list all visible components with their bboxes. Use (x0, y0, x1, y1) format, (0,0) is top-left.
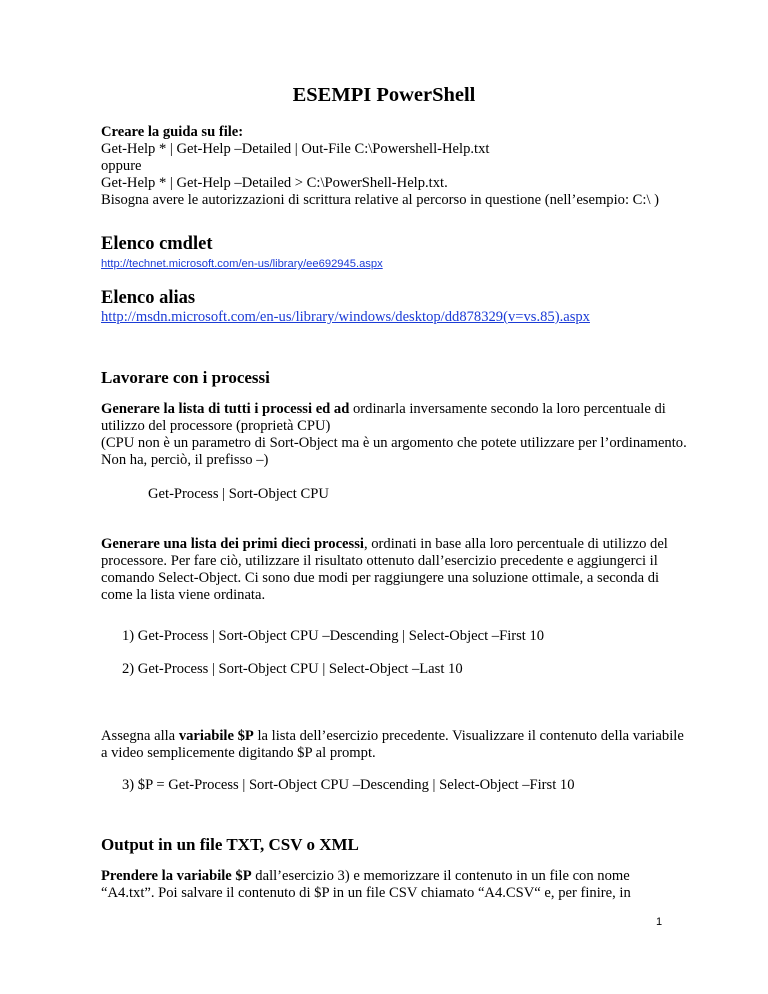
processi-p3-line-2: a video semplicemente digitando $P al prompt. (101, 745, 376, 761)
processi-p1-rest: ordinarla inversamente secondo la loro percentuale di (349, 401, 666, 417)
output-p1-rest: dall’esercizio 3) e memorizzare il contenuto in un file con nome (251, 868, 630, 884)
output-p1-bold: Prendere la variabile $P (101, 868, 252, 884)
output-p1-line-2: “A4.txt”. Poi salvare il contenuto di $P in un file CSV chiamato “A4.CSV“ e, per finire, in (101, 885, 631, 901)
page-number: 1 (656, 916, 663, 928)
processi-p3-line-1 (101, 728, 684, 745)
list-item-3: 3) $P = Get-Process | Sort-Object CPU –Descending | Select-Object –First 10 (122, 777, 575, 793)
processi-p1-line-4: Non ha, perciò, il prefisso –) (101, 452, 269, 468)
list-item-1: 1) Get-Process | Sort-Object CPU –Descending | Select-Object –First 10 (122, 628, 545, 644)
cmdlet-heading: Elenco cmdlet (101, 234, 213, 254)
intro-heading: Creare la guida su file: (101, 124, 244, 140)
intro-line-3: Get-Help * | Get-Help –Detailed > C:\PowerShell-Help.txt. (101, 175, 448, 191)
intro-line-2: oppure (101, 158, 142, 174)
processi-p3-b: la lista dell’esercizio precedente. Visualizzare il contenuto della variabile (253, 728, 684, 744)
list-item-2: 2) Get-Process | Sort-Object CPU | Select-Object –Last 10 (122, 661, 463, 677)
processi-p2-rest: , ordinati in base alla loro percentuale di utilizzo del (363, 536, 668, 552)
alias-heading: Elenco alias (101, 288, 196, 308)
output-heading: Output in un file TXT, CSV o XML (101, 835, 359, 854)
page-title: ESEMPI PowerShell (292, 84, 476, 106)
processi-p1-line-3: (CPU non è un parametro di Sort-Object ma è un argomento che potete utilizzare per l’ordinamento. (101, 435, 687, 451)
processi-p2-line-1 (101, 536, 668, 553)
processi-p2-line-4: come la lista viene ordinata. (101, 587, 266, 603)
cmdlet-link[interactable]: http://technet.microsoft.com/en-us/library/ee692945.aspx (101, 258, 383, 270)
intro-line-1: Get-Help * | Get-Help –Detailed | Out-File C:\Powershell-Help.txt (101, 141, 490, 157)
intro-line-4: Bisogna avere le autorizzazioni di scrittura relative al percorso in questione (nell’esempio: C:\ ) (101, 192, 660, 208)
processi-p2-bold: Generare una lista dei primi dieci processi (101, 536, 364, 552)
command-sort-cpu: Get-Process | Sort-Object CPU (148, 486, 329, 502)
processi-heading: Lavorare con i processi (101, 368, 270, 387)
processi-p2-line-2: processore. Per fare ciò, utilizzare il risultato ottenuto dall’esercizio precedente e aggiungerci il (101, 553, 658, 569)
alias-link[interactable]: http://msdn.microsoft.com/en-us/library/windows/desktop/dd878329(v=vs.85).aspx (101, 309, 590, 325)
output-p1-line-1 (101, 868, 630, 885)
processi-p1-line-2: utilizzo del processore (proprietà CPU) (101, 418, 331, 434)
processi-p3-bold: variabile $P (178, 728, 254, 744)
processi-p3-a: Assegna alla (101, 728, 179, 744)
processi-p1-line-1 (101, 401, 666, 418)
processi-p2-line-3: comando Select-Object. Ci sono due modi per raggiungere una soluzione ottimale, a seconda di (101, 570, 660, 586)
processi-p1-bold: Generare la lista di tutti i processi ed ad (101, 401, 350, 417)
